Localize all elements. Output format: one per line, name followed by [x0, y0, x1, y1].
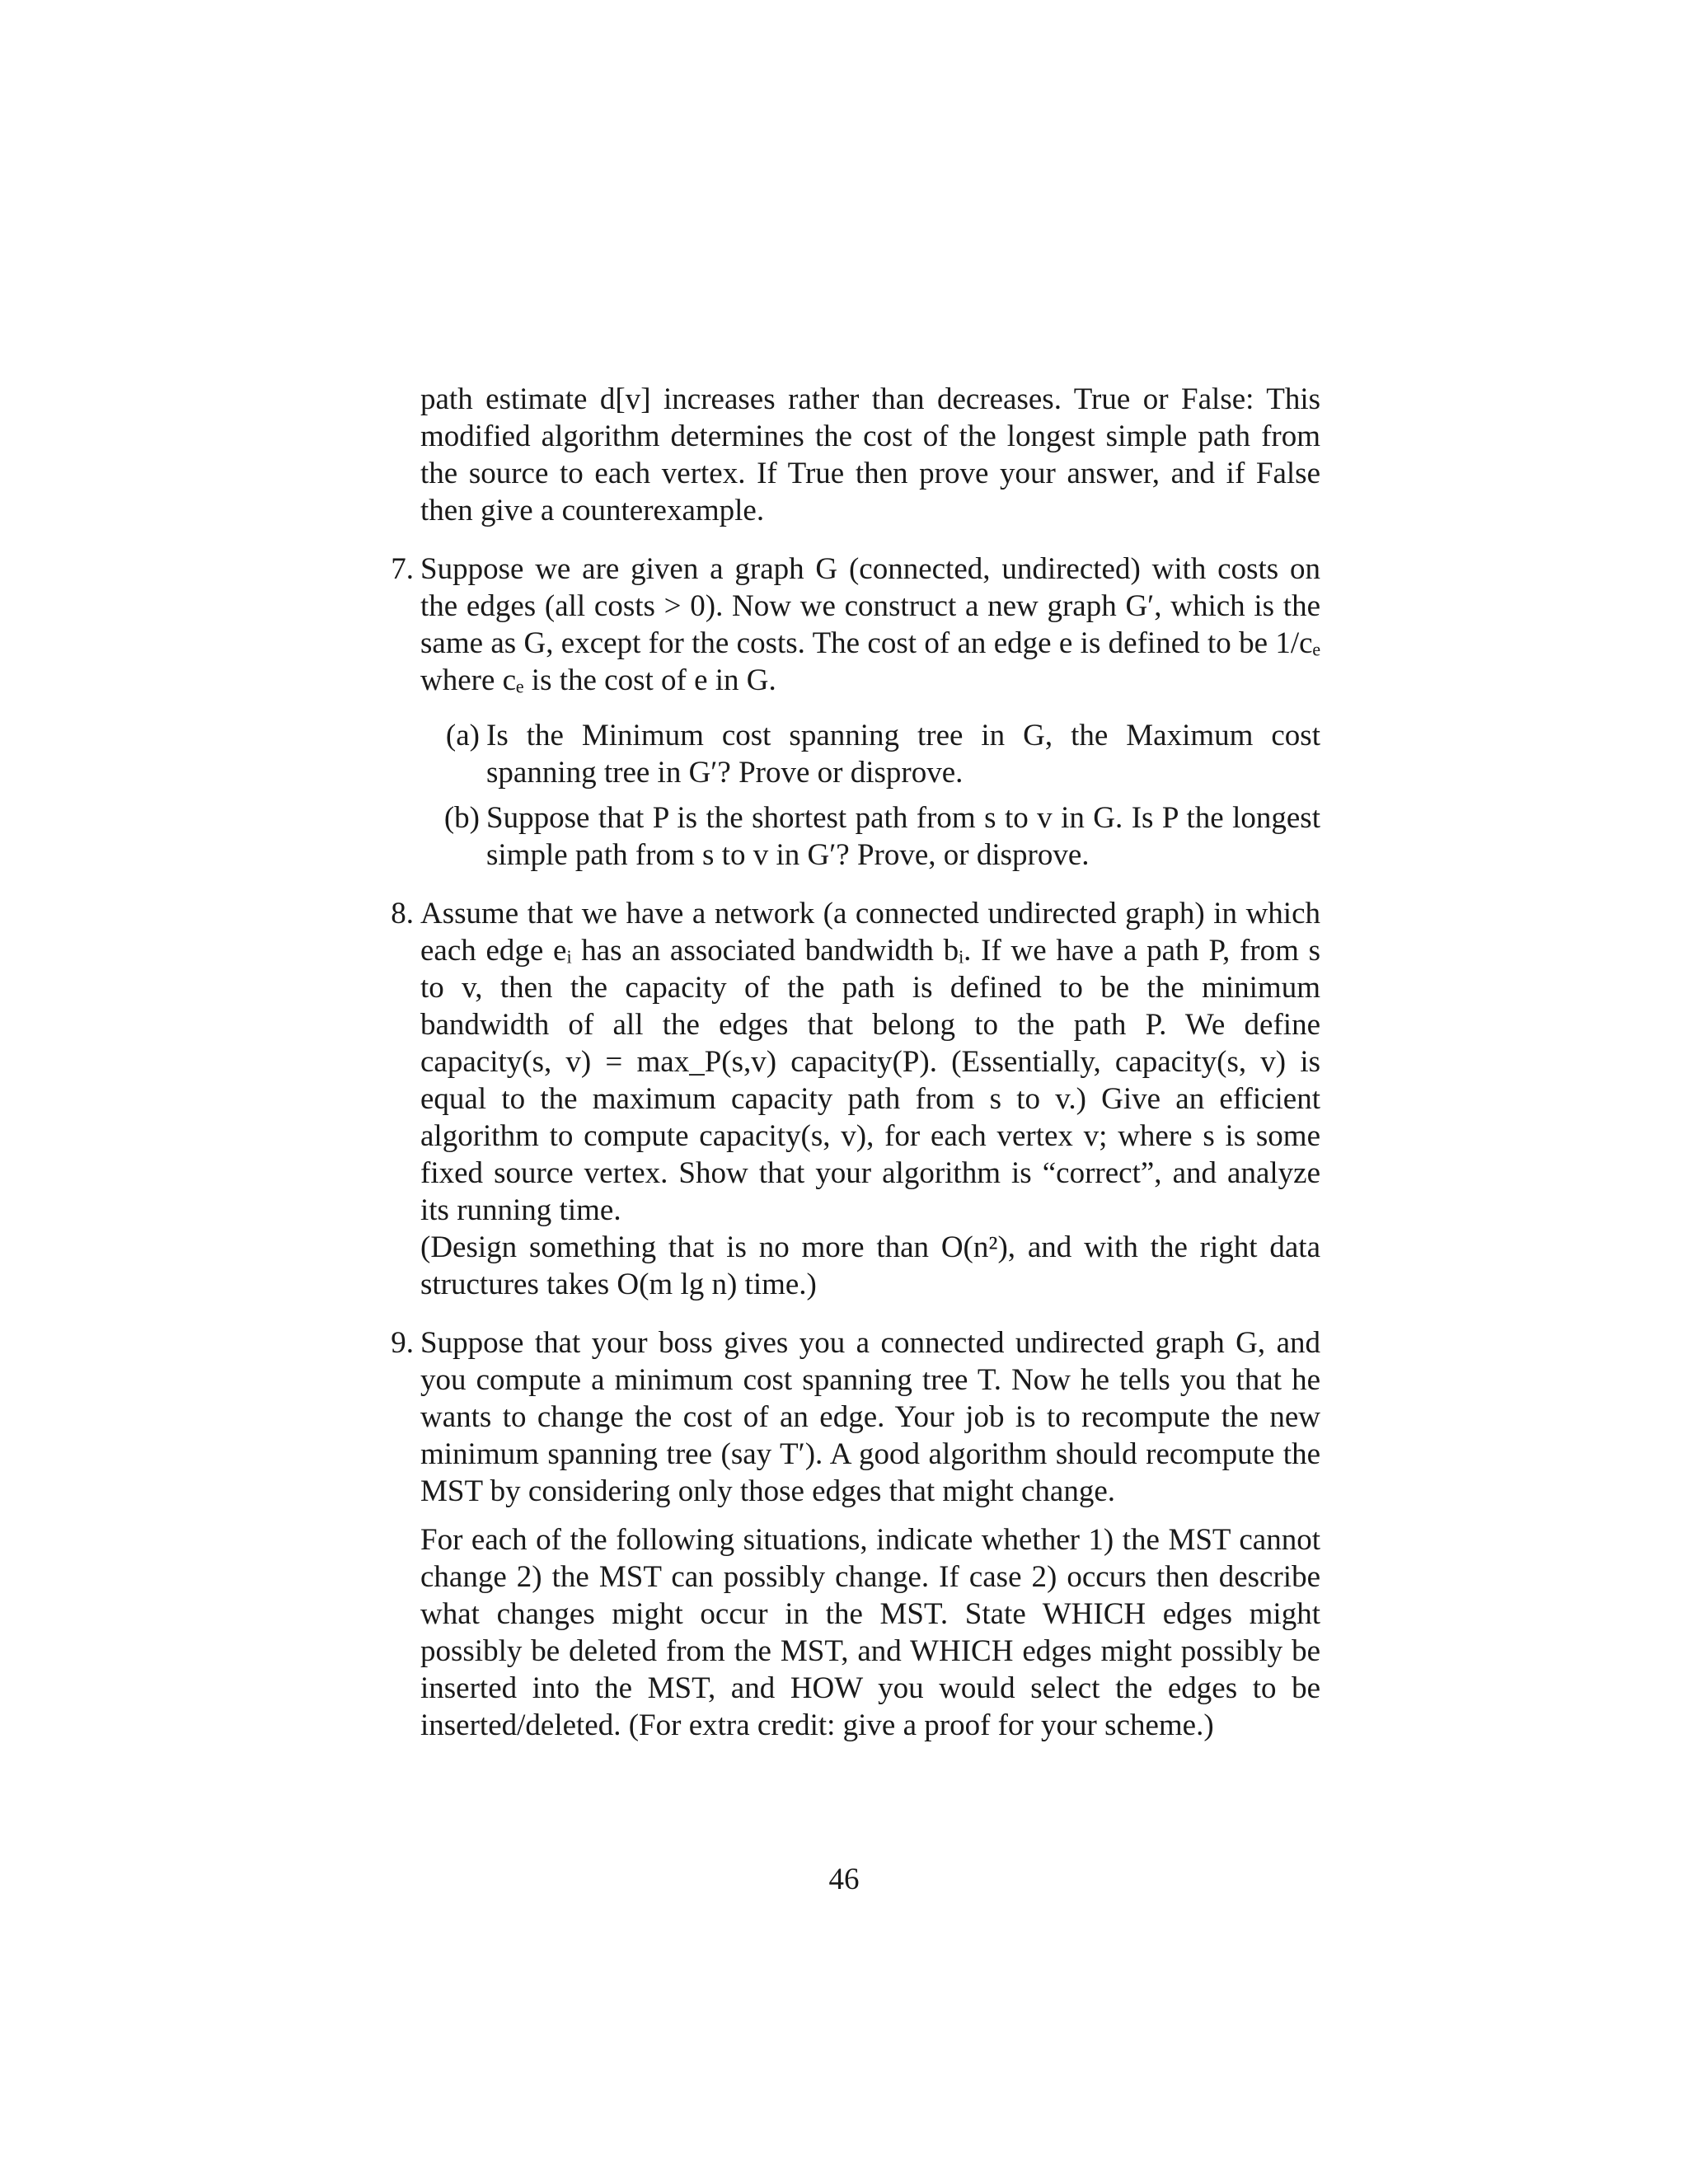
- problem-8: [391, 895, 1320, 1303]
- problem-text-continued: For each of the following situations, indicate whether 1) the MST cannot change 2) the MST can possibly change. If case 2) occurs then describe what changes might occur in the MST. State WHICH edges might possibly be deleted from the MST, and WHICH edges might possibly be inserted into the MST, and HOW you would select the edges to be inserted/deleted. (For extra credit: give a proof for your scheme.): [420, 1523, 1320, 1742]
- problem-text: Suppose that your boss gives you a connected undirected graph G, and you compute a minimum cost spanning tree T. Now he tells you that he wants to change the cost of an edge. Your job is to recompute the new minimum spanning tree (say T′). A good algorithm should recompute the MST by considering only those edges that might change.: [420, 1326, 1320, 1508]
- problem-part-b: [443, 799, 1320, 874]
- problem-7: [391, 551, 1320, 874]
- problem-part-a: [445, 717, 1320, 791]
- problem-parts: [443, 717, 1320, 874]
- part-label: (b): [443, 801, 480, 835]
- problem-number: 9.: [391, 1326, 414, 1360]
- problem-9: [391, 1324, 1320, 1744]
- page-number: 46: [828, 1863, 860, 1896]
- problem-number: 7.: [391, 552, 414, 586]
- problem-text: Assume that we have a network (a connected undirected graph) in which each edge eᵢ has an associated bandwidth bᵢ. If we have a path P, from s to v, then the capacity of the path is defined to be the minimum bandwidth of all the edges that belong to the path P. We define capacity(s, v) = max_P(s,v) capacity(P). (Essentially, capacity(s, v) is equal to the maximum capacity path from s to v.) Give an efficient algorithm to compute capacity(s, v), for each vertex v; where s is some fixed source vertex. Show that your algorithm is “correct”, and analyze its running time.: [420, 897, 1320, 1227]
- part-text: Suppose that P is the shortest path from s to v in G. Is P the longest simple path from s to v in G′? Prove, or disprove.: [486, 801, 1320, 872]
- intro-paragraph: path estimate d[v] increases rather than decreases. True or False: This modified algorithm determines the cost of the longest simple path from the source to each vertex. If True then prove your answer, and if False then give a counterexample.: [420, 382, 1320, 527]
- problem-number: 8.: [391, 897, 414, 930]
- part-label: (a): [445, 719, 480, 752]
- problem-text: Suppose we are given a graph G (connected, undirected) with costs on the edges (all costs > 0). Now we construct a new graph G′, which is the same as G, except for the costs. The cost of an edge e is defined to be 1/cₑ where cₑ is the cost of e in G.: [420, 552, 1320, 697]
- part-text: Is the Minimum cost spanning tree in G, the Maximum cost spanning tree in G′? Prove or disprove.: [486, 719, 1320, 790]
- page-content: [391, 381, 1320, 1765]
- problem-note: (Design something that is no more than O(n²), and with the right data structures takes O(m lg n) time.): [420, 1230, 1320, 1301]
